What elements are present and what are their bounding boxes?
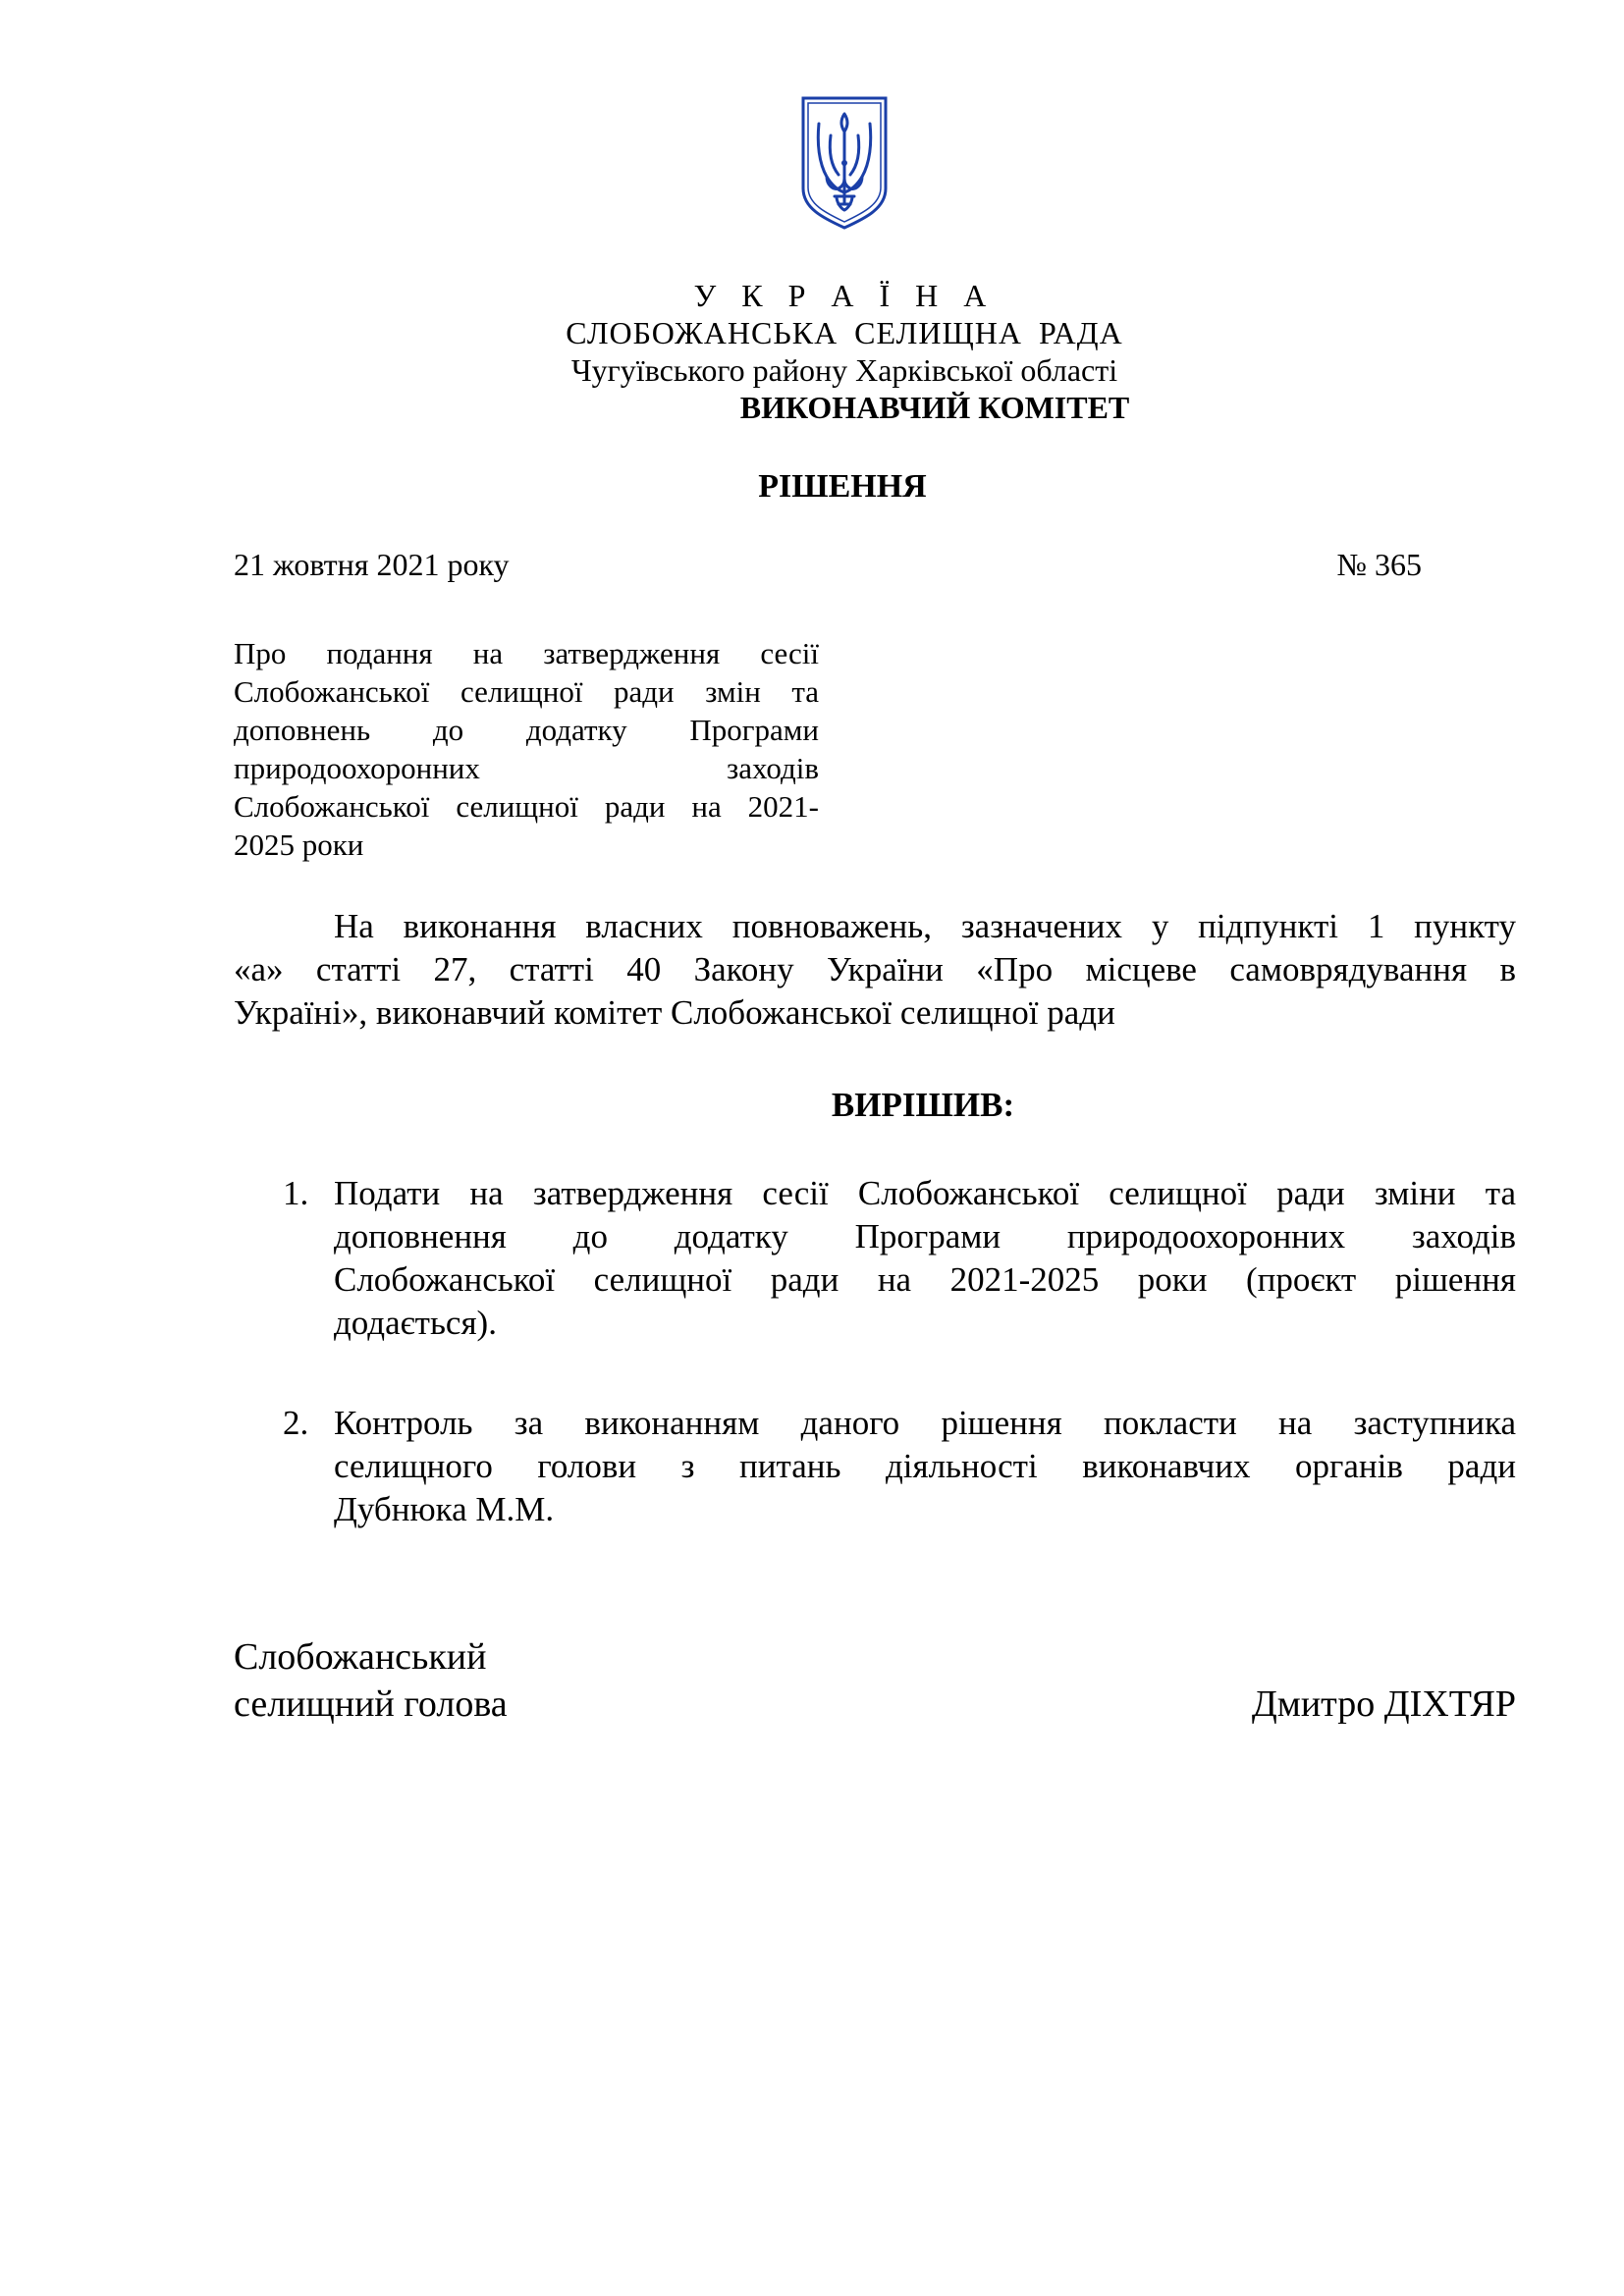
document-title: РІШЕННЯ: [758, 468, 927, 505]
subject-line: Слобожанської селищної ради змін та: [234, 674, 819, 709]
signature-position-line: селищний голова: [234, 1683, 508, 1725]
document-subject: [234, 634, 819, 864]
item-line: Дубнюка М.М.: [334, 1490, 555, 1528]
header-council: СЛОБОЖАНСЬКА СЕЛИЩНА РАДА: [566, 315, 1123, 350]
item-line: Подати на затвердження сесії Слобожанської селищної ради зміни та: [334, 1174, 1516, 1212]
subject-line: 2025 роки: [234, 828, 364, 862]
preamble-line: «а» статті 27, статті 40 Закону України «Про місцеве самоврядування в: [234, 950, 1516, 988]
item-line: додається).: [334, 1304, 497, 1342]
item-line: Слобожанської селищної ради на 2021-2025 роки (проєкт рішення: [334, 1260, 1516, 1299]
item-line: селищного голови з питань діяльності виконавчих органів ради: [334, 1447, 1516, 1485]
item-line: Контроль за виконанням даного рішення покласти на заступника: [334, 1404, 1516, 1442]
decision-item: [283, 1172, 1516, 1345]
preamble-line: На виконання власних повноважень, зазначених у підпункті 1 пункту: [334, 907, 1516, 945]
header-country: У К Р А Ї Н А: [693, 278, 996, 313]
header-committee: ВИКОНАВЧИЙ КОМІТЕТ: [739, 390, 1130, 425]
signature-position-line: Слобожанський: [234, 1636, 487, 1678]
ukraine-coat-of-arms-icon: [797, 94, 892, 232]
subject-line: Слобожанської селищної ради на 2021-: [234, 789, 819, 824]
preamble-paragraph: [234, 905, 1516, 1035]
decision-item: [283, 1402, 1516, 1531]
resolved-heading: ВИРІШИВ:: [831, 1086, 1015, 1124]
subject-line: природоохоронних заходів: [234, 751, 819, 785]
subject-line: доповнень до додатку Програми: [234, 713, 819, 747]
header-district: Чугуївського району Харківської області: [570, 352, 1118, 388]
subject-line: Про подання на затвердження сесії: [234, 636, 819, 670]
item-line: доповнення до додатку Програми природоохоронних заходів: [334, 1217, 1516, 1255]
item-number: 1.: [283, 1174, 309, 1212]
signature-position: [234, 1633, 508, 1728]
preamble-line: Україні», виконавчий комітет Слобожанської селищної ради: [234, 993, 1115, 1032]
item-number: 2.: [283, 1404, 309, 1442]
signature-name: Дмитро ДІХТЯР: [1251, 1683, 1516, 1725]
document-date: 21 жовтня 2021 року: [234, 547, 510, 582]
document-number: № 365: [1336, 547, 1422, 582]
